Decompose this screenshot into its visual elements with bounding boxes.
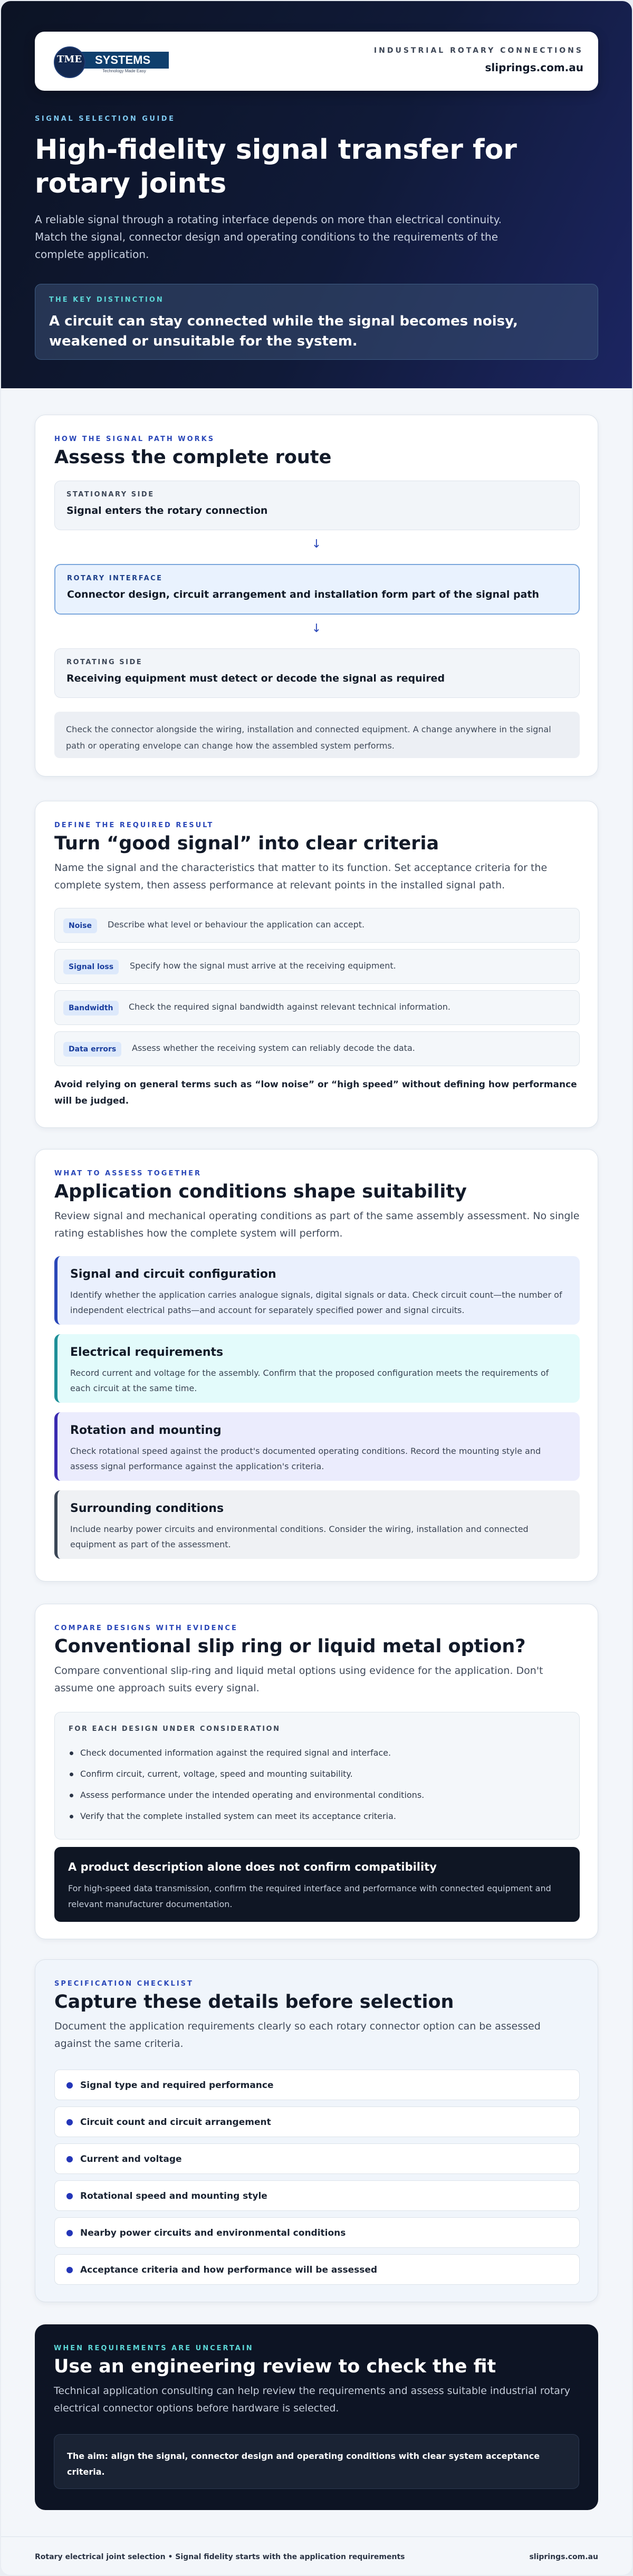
checklist-item-label: Rotational speed and mounting style xyxy=(80,2191,267,2201)
conditions-lead: Review signal and mechanical operating conditions as part of the same assembly assessment. No single rating establishes how the complete system will perform. xyxy=(54,1210,580,1239)
brand-site-link[interactable]: sliprings.com.au xyxy=(485,61,583,74)
checklist-item xyxy=(54,2254,580,2285)
criteria-lead: Name the signal and the characteristics that matter to its function. Set acceptance criteria for the complete system, then assess performance at relevant points in the installed signal path. xyxy=(54,862,548,891)
step-text: Signal enters the rotary connection xyxy=(66,505,268,516)
conditions-card xyxy=(35,1149,598,1582)
callout-text: For high-speed data transmission, confirm the required interface and performance with connected equipment and relevant manufacturer documentation. xyxy=(68,1883,551,1909)
bullet-icon xyxy=(66,2119,73,2125)
step-stationary-side xyxy=(54,481,580,530)
logo-letters: TME xyxy=(57,54,82,65)
review-aim: The aim: align the signal, connector design and operating conditions with clear system acceptance criteria. xyxy=(54,2434,579,2489)
footer xyxy=(1,2536,632,2575)
condition-signal-circuit xyxy=(54,1256,580,1325)
route-title: Assess the complete route xyxy=(54,447,332,468)
bullet-icon xyxy=(66,2230,73,2236)
criteria-kicker: DEFINE THE REQUIRED RESULT xyxy=(54,821,214,829)
route-kicker: HOW THE SIGNAL PATH WORKS xyxy=(54,435,215,443)
compare-title: Conventional slip ring or liquid metal option? xyxy=(54,1636,526,1657)
bullet-icon xyxy=(66,2082,73,2089)
step-rotating-side xyxy=(54,648,580,698)
checklist-item-label: Signal type and required performance xyxy=(80,2080,274,2091)
condition-title: Rotation and mounting xyxy=(70,1424,222,1437)
bullet-icon xyxy=(66,2156,73,2162)
criterion-noise xyxy=(54,908,580,943)
condition-text: Check rotational speed against the product's documented operating conditions. Record the mounting style and assess signal performance against the application's criteria. xyxy=(70,1446,541,1471)
criterion-text: Check the required signal bandwidth against relevant technical information. xyxy=(129,1002,451,1012)
consideration-items xyxy=(69,1742,565,1827)
criterion-text: Assess whether the receiving system can reliably decode the data. xyxy=(132,1043,415,1053)
criterion-bandwidth xyxy=(54,990,580,1025)
compatibility-callout xyxy=(54,1847,580,1922)
criterion-text: Describe what level or behaviour the application can accept. xyxy=(108,920,365,930)
logo-tagline: Technology Made Easy xyxy=(102,69,146,73)
document-frame xyxy=(1,1,632,2575)
checklist-item-label: Nearby power circuits and environmental conditions xyxy=(80,2228,346,2238)
checklist-lead: Document the application requirements clearly so each rotary connector option can be assessed against the same criteria. xyxy=(54,2020,541,2050)
list-item: Assess performance under the intended operating and environmental conditions. xyxy=(69,1785,565,1806)
step-rotary-interface xyxy=(54,564,580,615)
criterion-badge: Data errors xyxy=(63,1042,121,1057)
consider-kicker: FOR EACH DESIGN UNDER CONSIDERATION xyxy=(69,1725,281,1733)
step-label: STATIONARY SIDE xyxy=(66,491,155,499)
bullet-icon xyxy=(66,2193,73,2199)
step-label: ROTARY INTERFACE xyxy=(67,574,163,582)
tme-systems-logo[interactable] xyxy=(54,46,171,78)
checklist-card xyxy=(35,1959,598,2302)
step-label: ROTATING SIDE xyxy=(66,658,143,666)
checklist-item xyxy=(54,2143,580,2174)
route-note: Check the connector alongside the wiring, installation and connected equipment. A change anywhere in the signal path or operating envelope can change how the assembled system performs. xyxy=(54,712,580,758)
hero-lead: A reliable signal through a rotating interface depends on more than electrical continuity. Match the signal, connector design and operating conditions to the requirements of the complete application. xyxy=(35,213,502,261)
page-title: High-fidelity signal transfer for rotary joints xyxy=(35,134,517,199)
brand-kicker: INDUSTRIAL ROTARY CONNECTIONS xyxy=(373,46,583,55)
checklist-item xyxy=(54,2180,580,2211)
footer-site-link[interactable]: sliprings.com.au xyxy=(529,2553,598,2561)
checklist-title: Capture these details before selection xyxy=(54,1991,454,2013)
criteria-title: Turn “good signal” into clear criteria xyxy=(54,833,439,854)
checklist-kicker: SPECIFICATION CHECKLIST xyxy=(54,1980,194,1988)
review-kicker: WHEN REQUIREMENTS ARE UNCERTAIN xyxy=(54,2344,254,2352)
bullet-icon xyxy=(66,2267,73,2273)
logo-wordmark: SYSTEMS xyxy=(81,52,169,69)
checklist-item xyxy=(54,2217,580,2248)
list-item: Check documented information against the required signal and interface. xyxy=(69,1742,565,1764)
down-arrow-icon: ↓ xyxy=(311,538,322,551)
hero-kicker: SIGNAL SELECTION GUIDE xyxy=(35,115,176,123)
condition-title: Electrical requirements xyxy=(70,1346,224,1359)
condition-text: Identify whether the application carries analogue signals, digital signals or data. Check circuit count—the number of independent electrical paths—and account for separately specified power and signal circuits. xyxy=(70,1290,562,1315)
criterion-badge: Noise xyxy=(63,918,97,933)
review-lead: Technical application consulting can help review the requirements and assess suitable industrial rotary electrical connector options before hardware is selected. xyxy=(54,2385,571,2414)
list-item: Confirm circuit, current, voltage, speed and mounting suitability. xyxy=(69,1764,565,1785)
condition-electrical xyxy=(54,1334,580,1403)
checklist-item xyxy=(54,2106,580,2137)
condition-text: Record current and voltage for the assembly. Confirm that the proposed configuration meets the requirements of each circuit at the same time. xyxy=(70,1368,549,1393)
condition-title: Surrounding conditions xyxy=(70,1502,224,1515)
list-item: Verify that the complete installed system can meet its acceptance criteria. xyxy=(69,1806,565,1827)
brand-info xyxy=(374,46,583,74)
hero-section xyxy=(1,1,632,388)
conditions-kicker: WHAT TO ASSESS TOGETHER xyxy=(54,1170,202,1177)
criterion-signal-loss xyxy=(54,949,580,984)
criterion-badge: Signal loss xyxy=(63,960,119,974)
condition-rotation-mounting xyxy=(54,1412,580,1481)
checklist-item-label: Acceptance criteria and how performance will be assessed xyxy=(80,2265,378,2275)
route-card xyxy=(35,415,598,777)
design-consideration-list xyxy=(54,1712,580,1840)
distinction-text: A circuit can stay connected while the signal becomes noisy, weakened or unsuitable for the system. xyxy=(49,313,518,349)
compare-card xyxy=(35,1604,598,1939)
criterion-data-errors xyxy=(54,1031,580,1066)
down-arrow-icon: ↓ xyxy=(311,622,322,635)
compare-lead: Compare conventional slip-ring and liquid metal options using evidence for the application. Don't assume one approach suits every signal. xyxy=(54,1665,543,1694)
criteria-card xyxy=(35,801,598,1128)
checklist-item-label: Current and voltage xyxy=(80,2154,182,2165)
footer-caption: Rotary electrical joint selection • Signal fidelity starts with the application requirements xyxy=(35,2553,405,2561)
brand-bar xyxy=(35,32,598,91)
checklist-item xyxy=(54,2070,580,2100)
criterion-badge: Bandwidth xyxy=(63,1001,119,1016)
key-distinction-callout xyxy=(35,284,598,360)
engineering-review-card xyxy=(35,2324,598,2510)
criteria-warning: Avoid relying on general terms such as “low noise” or “high speed” without defining how performance will be judged. xyxy=(54,1079,577,1106)
condition-text: Include nearby power circuits and environmental conditions. Consider the wiring, installation and connected equipment as part of the assessment. xyxy=(70,1524,529,1549)
distinction-kicker: THE KEY DISTINCTION xyxy=(49,296,164,304)
compare-kicker: COMPARE DESIGNS WITH EVIDENCE xyxy=(54,1624,238,1632)
review-title: Use an engineering review to check the fit xyxy=(54,2356,496,2377)
condition-title: Signal and circuit configuration xyxy=(70,1268,276,1281)
checklist-item-label: Circuit count and circuit arrangement xyxy=(80,2117,271,2128)
condition-surroundings xyxy=(54,1490,580,1559)
criterion-text: Specify how the signal must arrive at the receiving equipment. xyxy=(130,961,396,971)
callout-title: A product description alone does not confirm compatibility xyxy=(68,1861,437,1873)
step-text: Receiving equipment must detect or decode the signal as required xyxy=(66,673,445,684)
conditions-title: Application conditions shape suitability xyxy=(54,1181,467,1202)
step-text: Connector design, circuit arrangement and installation form part of the signal path xyxy=(67,589,540,600)
